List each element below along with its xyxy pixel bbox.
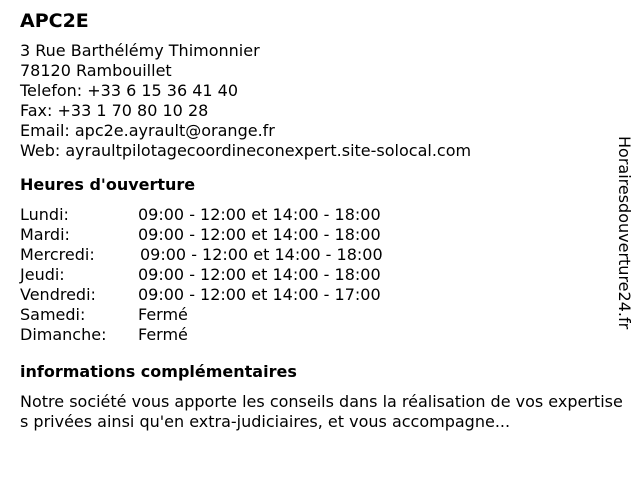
address-line-1: 3 Rue Barthélémy Thimonnier (20, 41, 260, 60)
email-address: Email: apc2e.ayrault@orange.fr (20, 121, 275, 140)
site-watermark: Horairesdouverture24.fr (615, 136, 634, 330)
business-card (20, 10, 623, 432)
fax-number: Fax: +33 1 70 80 10 28 (20, 101, 209, 120)
day-label: Mercredi: (20, 245, 95, 264)
day-label: Vendredi: (20, 285, 96, 304)
day-label: Dimanche: (20, 325, 107, 344)
hours-row (20, 265, 620, 285)
hours-row (20, 305, 620, 325)
day-label: Lundi: (20, 205, 69, 224)
hours-value: 09:00 - 12:00 et 14:00 - 18:00 (138, 205, 381, 224)
additional-info-text: Notre société vous apporte les conseils dans la réalisation de vos expertises privées ainsi qu'en extra-judiciaires, et vous accompagne... (20, 392, 623, 431)
day-label: Samedi: (20, 305, 86, 324)
hours-row (20, 225, 620, 245)
opening-hours-heading: Heures d'ouverture (20, 175, 196, 194)
hours-row (20, 245, 620, 265)
hours-value: Fermé (138, 325, 188, 344)
phone-number: Telefon: +33 6 15 36 41 40 (20, 81, 239, 100)
hours-row (20, 325, 620, 345)
day-label: Jeudi: (20, 265, 65, 284)
day-label: Mardi: (20, 225, 70, 244)
hours-value: 09:00 - 12:00 et 14:00 - 18:00 (138, 265, 381, 284)
hours-row (20, 205, 620, 225)
hours-value: Fermé (138, 305, 188, 324)
hours-value: 09:00 - 12:00 et 14:00 - 17:00 (138, 285, 381, 304)
business-name: APC2E (20, 10, 89, 32)
hours-value: 09:00 - 12:00 et 14:00 - 18:00 (138, 225, 381, 244)
address-line-2: 78120 Rambouillet (20, 61, 172, 80)
hours-row (20, 285, 620, 305)
website: Web: ayraultpilotagecoordineconexpert.site-solocal.com (20, 141, 472, 160)
opening-hours-table (20, 205, 620, 345)
hours-value: 09:00 - 12:00 et 14:00 - 18:00 (140, 245, 383, 264)
additional-info-heading: informations complémentaires (20, 362, 297, 381)
